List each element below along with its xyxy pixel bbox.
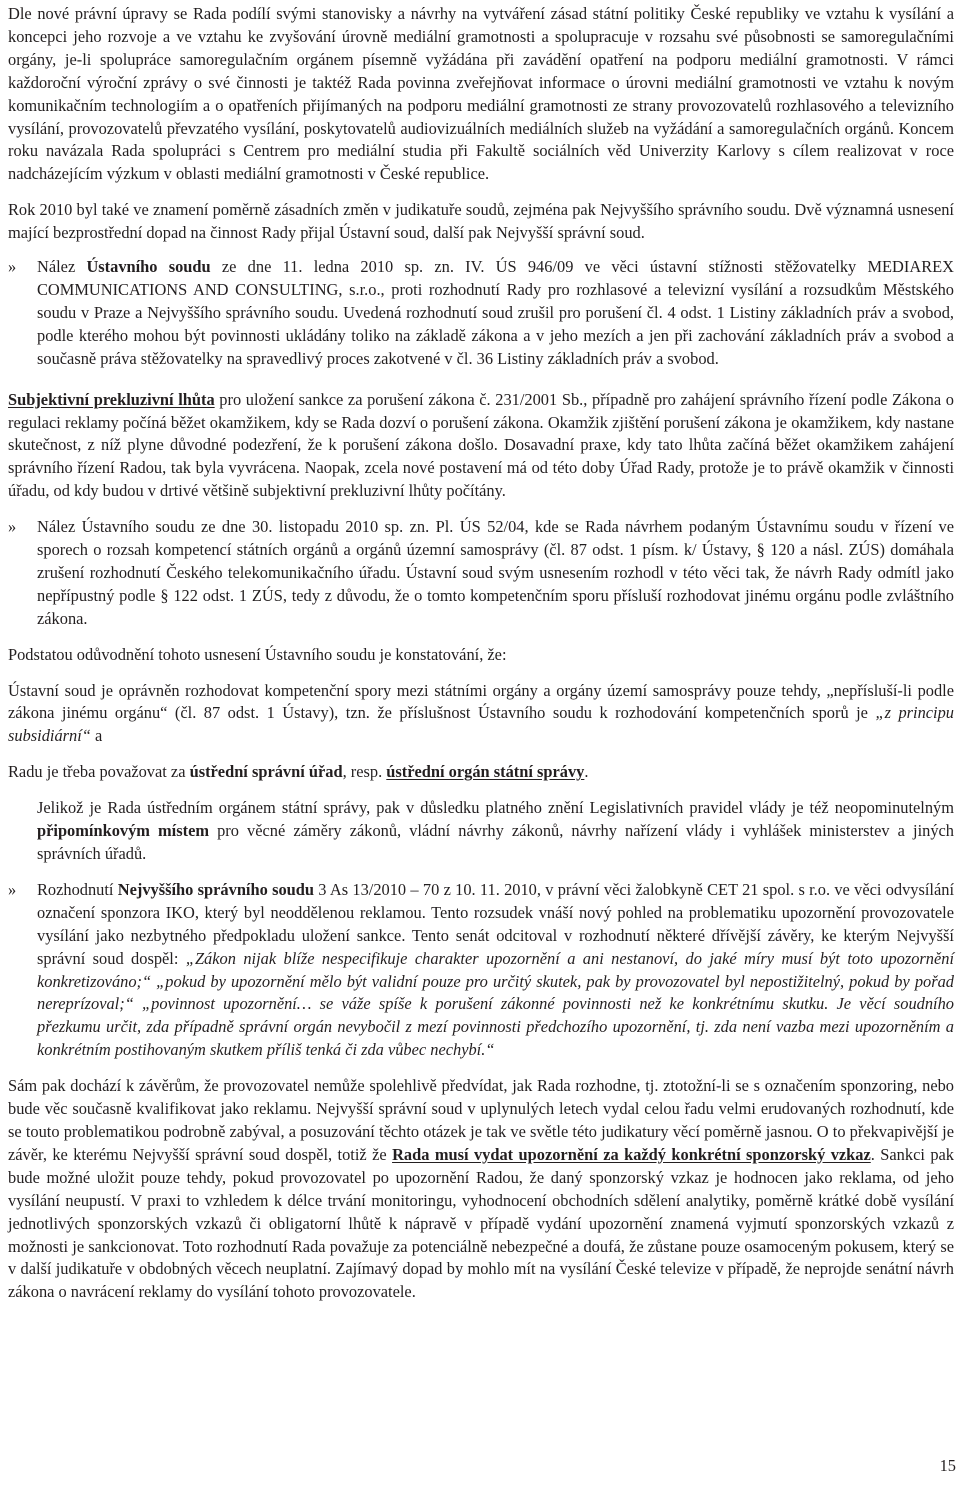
paragraph-reasoning-intro: Podstatou odůvodnění tohoto usnesení Ústavního soudu je konstatování, že: <box>8 644 507 664</box>
bullet-constitutional-court-finding-1: » Nález Ústavního soudu ze dne 11. ledna 2010 sp. zn. IV. ÚS 946/09 ve věci ústavní stížnosti stěžovatelky MEDIAREX COMMUNICATIONS AND CONSULTING, s.r.o., proti rozhodnutí Rady pro rozhlasové a televizní vysílání a rozsudkům Městského soudu v Praze a Nejvyššího správního soudu. Uvedená rozhodnutí soud zrušil pro porušení čl. 4 odst. 1 Listiny základních práv a svobod, podle kterého mohou být povinnosti ukládány toliko na základě zákona a v jeho mezích a jen při zachování základních práv a svobod a současně práva stěžovatelky na spravedlivý proces zakotvené v čl. 36 Listiny základních práv a svobod. <box>8 257 954 368</box>
bullet-marker: » <box>8 517 17 537</box>
paragraph-media-literacy: Dle nové právní úpravy se Rada podílí svými stanovisky a návrhy na vytváření zásad státní politiky České republiky ve vztahu k vysílání a koncepci jeho rozvoje a ve vztahu ke zvyšování úrovně mediální gramotnosti a spolupracuje v rozsahu své působnosti se samoregulačními orgány, je-li spolupráce samoregulačním orgánem písemně vyžádána při zavádění opatření na podporu mediální gramotnosti. V rámci každoroční výroční zprávy o své činnosti je taktéž Rada povinna zveřejňovat informace o úrovni mediální gramotnosti ve vztahu k novým komunikačním technologiím a o opatřeních přijímaných na podporu mediální gramotnosti ze strany provozovatelů rozhlasového a televizního vysílání, provozovatelů převzatého vysílání, poskytovatelů audiovizuálních mediálních služeb na vyžádání a samoregulačních orgánů. Koncem roku navázala Rada spolupráci s Centrem pro mediální studia při Fakultě sociálních věd Univerzity Karlovy s cílem realizovat v roce nadcházejícím výzkum v oblasti mediální gramotnosti v České republice. <box>8 4 954 184</box>
paragraph-sponsorship-conclusions: Sám pak dochází k závěrům, že provozovatel nemůže spolehlivě předvídat, jak Rada rozhodne, tj. ztotožní-li se s označením sponzoring, nebo bude věc současně kvalifikovat jako reklamu. Nejvyšší správní soud v uplynulých letech vydal celou řadu velmi erudovaných rozhodnutí, kde se touto problematikou podrobně zabýval, a posuzování těchto otázek je tak ve světle této judikatury věcí poměrně jasnou. O to překvapivější je závěr, ke kterému Nejvyšší správní soud dospěl, totiž že Rada musí vydat upozornění za každý konkrétní sponzorský vzkaz. Sankci pak bude možné uložit pouze tehdy, pokud provozovatel po upozornění Radou, že daný sponzorský vzkaz je hodnocen jako reklama, od jeho vysílání neupustí. V praxi to vzhledem k délce trvání monitoringu, vyhodnocení obchodních sdělení analytiky, poměrně krátké době vysílání jednotlivých sponzorských vzkazů či obligatorní lhůtě k nápravě v případě vydání upozornění znamená vyjmutí sponzorských vzkazů z možnosti je sankcionovat. Toto rozhodnutí Rada považuje za potenciálně nebezpečné a doufá, že zůstane pouze osamoceným pokusem, který se v další judikatuře v obdobných věcech neuplatní. Zajímavý dopad by mohlo mít na vysílání České televize v případě, že neprojde senátní návrh zákona o navrácení reklamy do vysílání tohoto provozovatele. <box>8 1076 954 1302</box>
paragraph-case-law-intro: Rok 2010 byl také ve znamení poměrně zásadních změn v judikatuře soudů, zejména pak Nejvyššího správního soudu. Dvě významná usnesení mající bezprostřední dopad na činnost Rady přijal Ústavní soud, další pak Nejvyšší správní soud. <box>8 200 954 243</box>
paragraph-central-authority: Radu je třeba považovat za ústřední správní úřad, resp. ústřední orgán státní správy. <box>8 762 589 782</box>
paragraph-competence-disputes: Ústavní soud je oprávněn rozhodovat kompetenční spory mezi státními orgány a orgány území samosprávy pouze tehdy, „nepřísluší-li podle zákona jinému orgánu“ (čl. 87 odst. 1 Ústavy), tzn. že příslušnost Ústavního soudu k rozhodování kompetenčních sporů je „z principu subsidiární“ a <box>8 680 954 746</box>
bullet-constitutional-court-finding-2: » Nález Ústavního soudu ze dne 30. listopadu 2010 sp. zn. Pl. ÚS 52/04, kde se Rada návrhem podaným Ústavnímu soudu v řízení ve sporech o rozsah kompetencí státních orgánů a orgánů územní samosprávy (čl. 87 odst. 1 písm. k/ Ústavy, § 120 a násl. ZÚS) domáhala zrušení rozhodnutí Českého telekomunikačního úřadu. Ústavní soud svým usnesením rozhodl v této věci tak, že návrh Rady odmítl jako nepřípustný podle § 122 odst. 1 ZÚS, tedy z důvodu, že o tomto kompetenčním sporu přísluší rozhodovat jinému orgánu podle zvláštního zákona. <box>8 517 954 628</box>
bullet-marker: » <box>8 879 17 899</box>
bullet-marker: » <box>8 257 17 277</box>
paragraph-limitation-period: Subjektivní prekluzivní lhůta pro uložení sankce za porušení zákona č. 231/2001 Sb., případně pro zahájení správního řízení podle Zákona o regulaci reklamy počíná běžet okamžikem, kdy se Rada dozví o porušení zákona. Okamžik zjištění porušení zákona je okamžikem, kdy nastane skutečnost, z níž plyne důvodné podezření, že k porušení zákona došlo. Dosavadní praxe, kdy tato lhůta začíná běžet okamžikem zahájení správního řízení Radou, tak byla vyvrácena. Naopak, zcela nové postavení má od této doby Úřad Rady, protože je to právě okamžik v činnosti úřadu, od kdy budou v drtivé většině subjektivní prekluzivní lhůty počítány. <box>8 389 954 501</box>
page-number: 15 <box>939 1456 956 1475</box>
document-page <box>8 3 954 1304</box>
bullet-supreme-administrative-court-ruling: » Rozhodnutí Nejvyššího správního soudu 3 As 13/2010 – 70 z 10. 11. 2010, v právní věci žalobkyně CET 21 spol. s r.o. ve věci odvysílání označení sponzora IKO, který byl neoddělenou reklamou. Tento rozsudek vnáší nový pohled na problematiku upozornění provozovatele vysílání jako nezbytného předpokladu uložení sankce. Tento senát odcitoval v rozhodnutí některé dřívější závěry, ke kterým Nejvyšší správní soud dospěl: „Zákon nijak blíže nespecifikuje charakter upozornění a ani nestanoví, do jaké míry musí být toto upozornění konkretizováno;“ „pokud by upozornění mělo být validní pouze pro určitý skutek, pak by provozovatel byl nepostižitelný, pokud by pořad nereprízoval;“ „povinnost upozornění… se váže spíše k porušení zákonné povinnosti než ke konkrétnímu skutku. Je věcí soudního přezkumu určit, zda případně správní orgán nevybočil z mezí povinnosti předchozího upozornění, tj. zda není vazba mezi upozorněním a konkrétním postihovaným skutkem příliš tenká či zda vůbec nechybí.“ <box>8 879 955 1060</box>
paragraph-commenting-body: Jelikož je Rada ústředním orgánem státní správy, pak v důsledku platného znění Legislativních pravidel vlády je též neopominutelným připomínkovým místem pro věcné záměry zákonů, vládní návrhy zákonů, návrhy nařízení vlády i vyhlášek ministerstev a jiných správních úřadů. <box>37 798 954 863</box>
